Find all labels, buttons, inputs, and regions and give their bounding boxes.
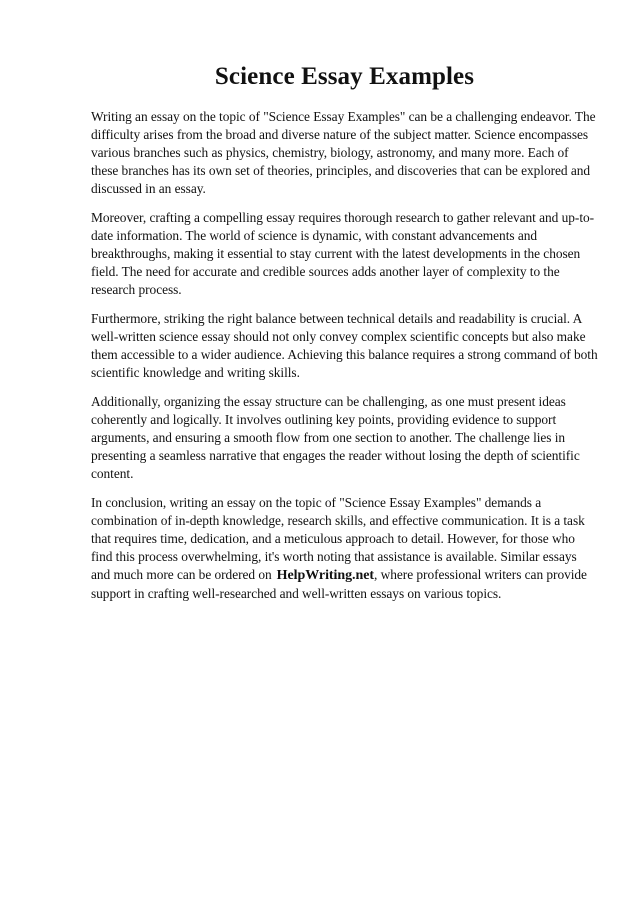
conclusion-text-after-link: , where professional writers can provide support in crafting well-researched and well-written essays on various topics. <box>91 567 587 601</box>
paragraph-intro: Writing an essay on the topic of "Science Essay Examples" can be a challenging endeavor. The difficulty arises from the broad and diverse nature of the subject matter. Science encompasses various branches such as physics, chemistry, biology, astronomy, and many more. Each of these branches has its own set of theories, principles, and discoveries that can be explored and discussed in an essay. <box>91 109 596 196</box>
paragraph-research: Moreover, crafting a compelling essay requires thorough research to gather relevant and up-to-date information. The world of science is dynamic, with constant advancements and breakthroughs, making it essential to stay current with the latest developments in the chosen field. The need for accurate and credible sources adds another layer of complexity to the research process. <box>91 210 595 297</box>
paragraph-balance: Furthermore, striking the right balance between technical details and readability is crucial. A well-written science essay should not only convey complex scientific concepts but also make them accessible to a wider audience. Achieving this balance requires a strong command of both scientific knowledge and writing skills. <box>91 311 598 380</box>
document-title: Science Essay Examples <box>214 63 475 90</box>
document-page <box>91 58 598 614</box>
conclusion-text-before-link: In conclusion, writing an essay on the topic of "Science Essay Examples" demands a combination of in-depth knowledge, research skills, and effective communication. It is a task that requires time, dedication, and a meticulous approach to detail. However, for those who find this process overwhelming, it's worth noting that assistance is available. Similar essays and much more can be ordered on <box>91 495 585 582</box>
paragraph-structure: Additionally, organizing the essay structure can be challenging, as one must present ideas coherently and logically. It involves outlining key points, providing evidence to support arguments, and ensuring a smooth flow from one section to another. The challenge lies in presenting a seamless narrative that engages the reader without losing the depth of scientific content. <box>91 394 580 481</box>
paragraph-conclusion <box>91 494 598 603</box>
helpwriting-link[interactable]: HelpWriting.net <box>276 568 375 583</box>
